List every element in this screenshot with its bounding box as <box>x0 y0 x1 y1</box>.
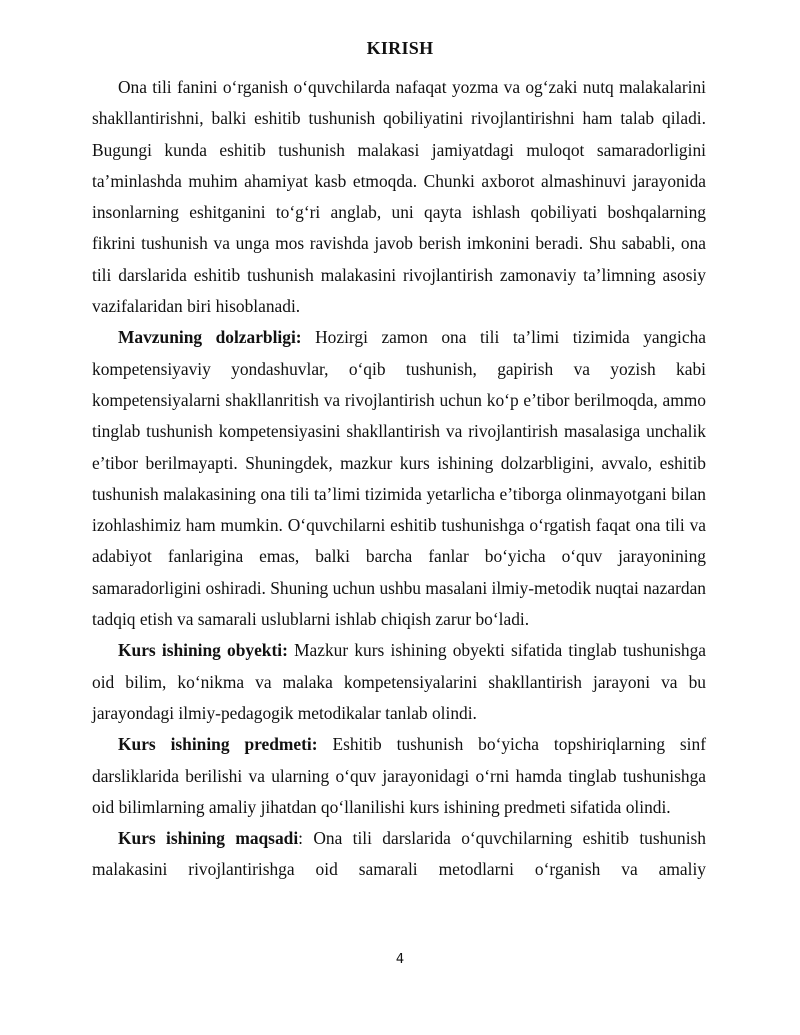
paragraph-lead: Kurs ishining maqsadi <box>118 828 299 849</box>
relevance-paragraph <box>92 322 706 635</box>
goal-paragraph <box>92 823 706 886</box>
document-body <box>92 72 706 886</box>
page-number: 4 <box>395 952 405 967</box>
paragraph-lead: Mavzuning dolzarbligi: <box>118 327 302 348</box>
paragraph-lead: Kurs ishining obyekti: <box>118 640 288 661</box>
paragraph-text: Hozirgi zamon ona tili ta’limi tizimida yangicha kompetensiyaviy yondashuvlar, o‘qib tushunish, gapirish va yozish kabi kompetensiyalarni shakllanritish va rivojlantirish uchun ko‘p e’tibor berilmoqda, ammo tinglab tushunish kompetensiyasini shakllantirish va rivojlantirish masalasiga unchalik e’tibor berilmayapti. Shuningdek, mazkur kurs ishining dolzarbligini, avvalo, eshitib tushunish malakasining ona tili ta’limi tizimida yetarlicha e’tiborga olinmayotgani bilan izohlashimiz ham mumkin. O‘quvchilarni eshitib tushunishga o‘rgatish faqat ona tili va adabiyot fanlarigina emas, balki barcha fanlar bo‘yicha o‘quv jarayonining samaradorligini oshiradi. Shuning uchun ushbu masalani ilmiy-metodik nuqtai nazardan tadqiq etish va samarali uslublarni ishlab chiqish zarur bo‘ladi. <box>92 327 707 630</box>
paragraph-text: Ona tili fanini o‘rganish o‘quvchilarda nafaqat yozma va og‘zaki nutq malakalarini shakllantirishni, balki eshitib tushunish qobiliyatini rivojlantirishni ham talab qiladi. Bugungi kunda eshitib tushunish malakasi jamiyatdagi muloqot samaradorligini ta’minlashda muhim ahamiyat kasb etmoqda. Chunki axborot almashinuvi jarayonida insonlarning eshitganini to‘g‘ri anglab, uni qayta ishlash qobiliyati boshqalarning fikrini tushunish va unga mos ravishda javob berish imkonini beradi. Shu sababli, ona tili darslarida eshitib tushunish malakasini rivojlantirish zamonaviy ta’limning asosiy vazifalaridan biri hisoblanadi. <box>92 77 706 317</box>
subject-paragraph <box>92 729 706 823</box>
intro-paragraph <box>92 72 706 322</box>
paragraph-lead: Kurs ishining predmeti: <box>118 734 318 755</box>
object-paragraph <box>92 635 706 729</box>
paragraph-text: Mazkur kurs ishining obyekti sifatida tinglab tushunishga oid bilim, ko‘nikma va malaka kompetensiyalarini shakllantirish jarayoni va bu jarayondagi ilmiy-pedagogik metodikalar tanlab olindi. <box>92 640 707 723</box>
section-title: KIRISH <box>366 38 434 58</box>
paragraph-text: Eshitib tushunish bo‘yicha topshiriqlarning sinf darsliklarida berilishi va ularning o‘quv jarayonidagi o‘rni hamda tinglab tushunishga oid bilimlarning amaliy jihatdan qo‘llanilishi kurs ishining predmeti sifatida olindi. <box>92 734 706 817</box>
paragraph-text: : Ona tili darslarida o‘quvchilarning eshitib tushunish malakasini rivojlantirishga oid samarali metodlarni o‘rganish va amaliy <box>92 828 706 880</box>
